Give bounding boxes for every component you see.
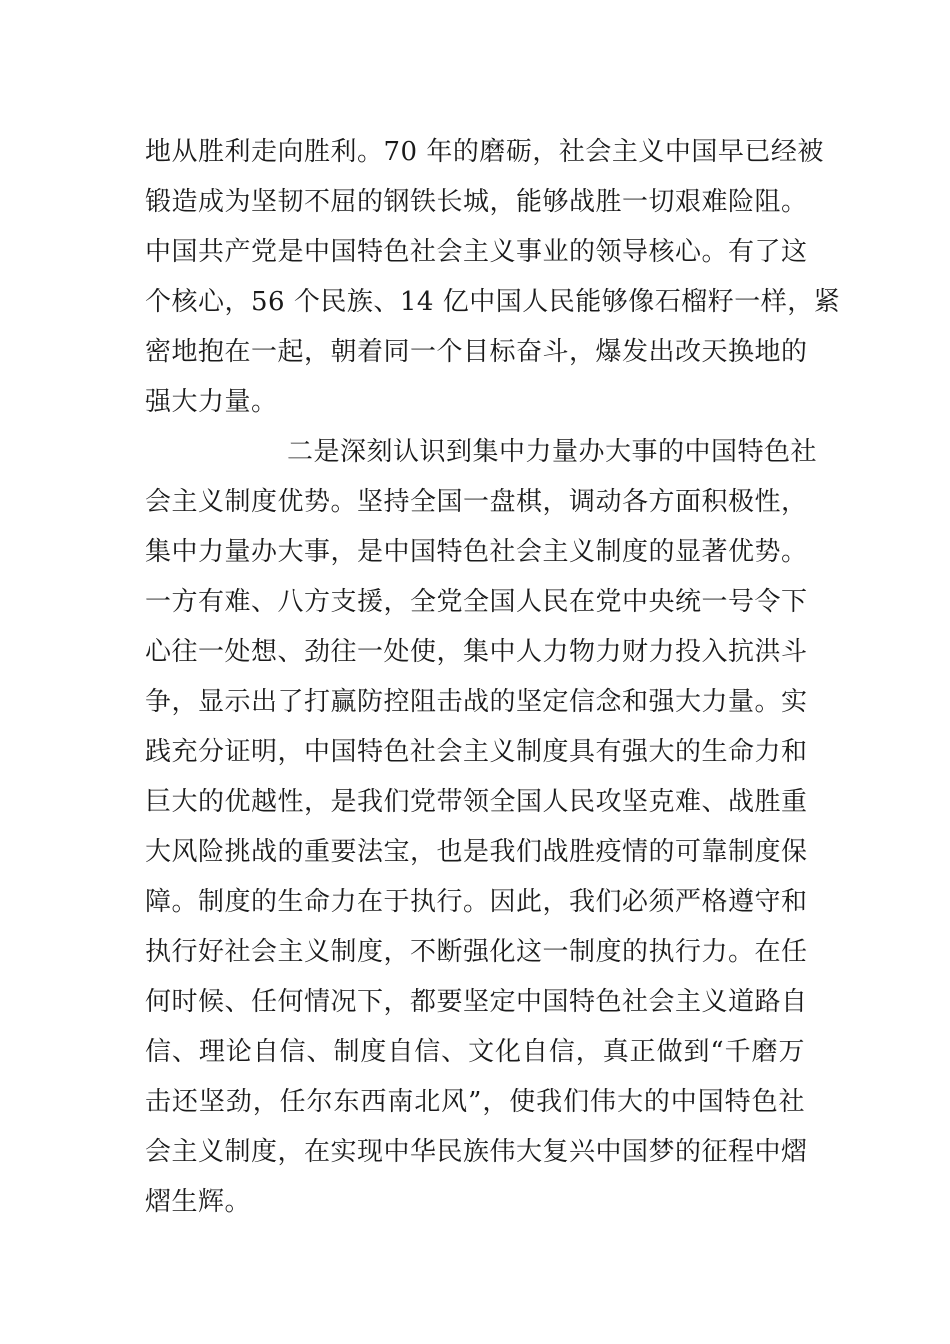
paragraph-line: 个核心，56 个民族、14 亿中国人民能够像石榴籽一样，紧 xyxy=(145,287,841,317)
paragraph-line: 地从胜利走向胜利。70 年的磨砺，社会主义中国早已经被 xyxy=(145,137,824,167)
paragraph-line: 心往一处想、劲往一处使，集中人力物力财力投入抗洪斗 xyxy=(145,637,808,667)
paragraph-line: 强大力量。 xyxy=(145,387,278,417)
paragraph-line: 执行好社会主义制度，不断强化这一制度的执行力。在任 xyxy=(145,937,808,967)
paragraph-line: 障。制度的生命力在于执行。因此，我们必须严格遵守和 xyxy=(145,887,808,917)
paragraph-line: 践充分证明，中国特色社会主义制度具有强大的生命力和 xyxy=(145,737,808,767)
paragraph-line: 何时候、任何情况下，都要坚定中国特色社会主义道路自 xyxy=(145,987,808,1017)
paragraph-line: 信、理论自信、制度自信、文化自信，真正做到“千磨万 xyxy=(145,1037,805,1067)
paragraph-line: 熠生辉。 xyxy=(145,1187,252,1217)
paragraph-line: 争，显示出了打赢防控阻击战的坚定信念和强大力量。实 xyxy=(145,687,808,717)
paragraph-line: 击还坚劲，任尔东西南北风”，使我们伟大的中国特色社 xyxy=(145,1087,805,1117)
paragraph-line: 会主义制度，在实现中华民族伟大复兴中国梦的征程中熠 xyxy=(145,1137,808,1167)
paragraph-line: 密地抱在一起，朝着同一个目标奋斗，爆发出改天换地的 xyxy=(145,337,808,367)
paragraph-line: 二是深刻认识到集中力量办大事的中国特色社 xyxy=(287,437,818,467)
paragraph-line: 锻造成为坚韧不屈的钢铁长城，能够战胜一切艰难险阻。 xyxy=(145,187,808,217)
paragraph-line: 中国共产党是中国特色社会主义事业的领导核心。有了这 xyxy=(145,237,808,267)
paragraph-line: 巨大的优越性，是我们党带领全国人民攻坚克难、战胜重 xyxy=(145,787,808,817)
paragraph-line: 大风险挑战的重要法宝，也是我们战胜疫情的可靠制度保 xyxy=(145,837,808,867)
paragraph-line: 集中力量办大事，是中国特色社会主义制度的显著优势。 xyxy=(145,537,808,567)
paragraph-line: 一方有难、八方支援，全党全国人民在党中央统一号令下 xyxy=(145,587,808,617)
paragraph-line: 会主义制度优势。坚持全国一盘棋，调动各方面积极性， xyxy=(145,487,808,517)
